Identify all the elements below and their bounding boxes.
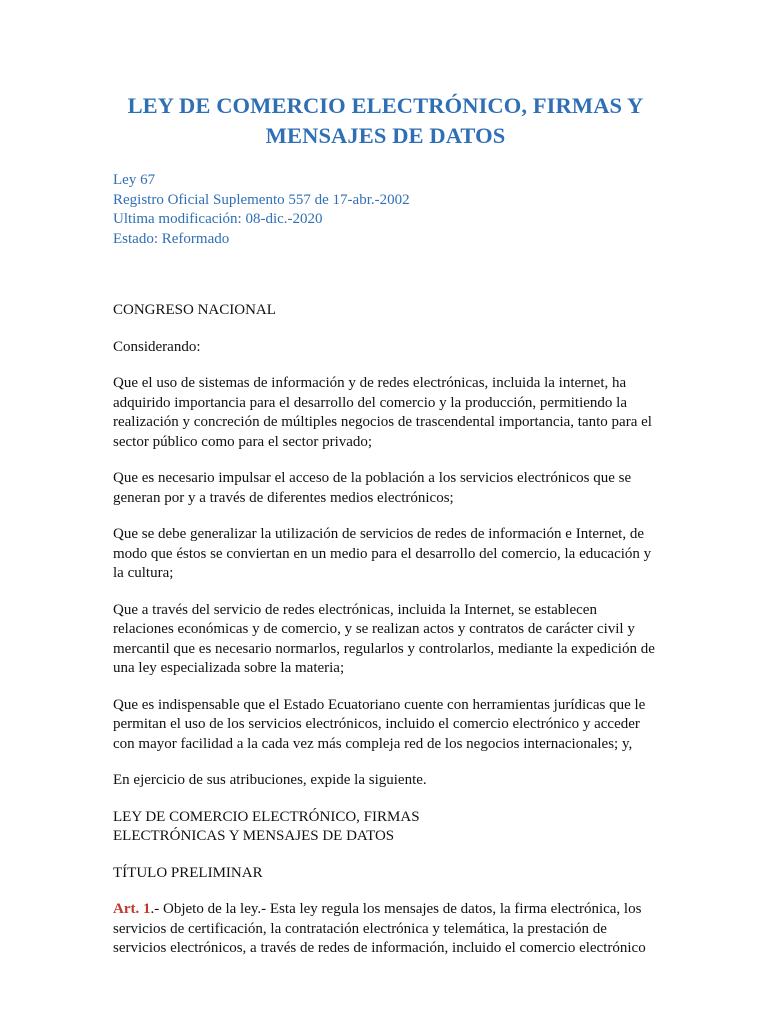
- meta-ley: Ley 67: [113, 172, 156, 188]
- congreso-heading: CONGRESO NACIONAL: [113, 302, 276, 318]
- meta-estado: Estado: Reformado: [113, 230, 230, 247]
- law-name: [113, 808, 658, 847]
- considerando-heading: Considerando:: [113, 338, 201, 355]
- document-title: [113, 91, 658, 151]
- titulo-preliminar: TÍTULO PRELIMINAR: [113, 864, 263, 881]
- article-1: [113, 900, 658, 959]
- law-name-line-1: LEY DE COMERCIO ELECTRÓNICO, FIRMAS: [113, 808, 420, 825]
- title-line-2: MENSAJES DE DATOS: [265, 123, 506, 148]
- considerando-paragraph: Que a través del servicio de redes electrónicas, incluida la Internet, se establecen relaciones económicas y de comercio, y se realizan actos y contratos de carácter civil y mercantil que es necesario normarlos, regularlos y controlarlos, mediante la expedición de una ley especializada sobre la materia;: [113, 601, 655, 676]
- document-metadata: [113, 171, 658, 249]
- meta-registro: Registro Oficial Suplemento 557 de 17-abr.-2002: [113, 191, 410, 208]
- title-line-1: LEY DE COMERCIO ELECTRÓNICO, FIRMAS Y: [127, 93, 644, 118]
- considerando-paragraph: Que es indispensable que el Estado Ecuatoriano cuente con herramientas jurídicas que le permitan el uso de los servicios electrónicos, incluido el comercio electrónico y acceder con mayor facilidad a la cada vez más compleja red de los negocios internacionales; y,: [113, 696, 646, 752]
- ejercicio-paragraph: En ejercicio de sus atribuciones, expide la siguiente.: [113, 772, 427, 788]
- considerando-paragraph: Que el uso de sistemas de información y de redes electrónicas, incluida la internet, ha adquirido importancia para el desarrollo del comercio y la producción, permitiendo la realización y concreción de múltiples negocios de trascendental importancia, tanto para el sector público como para el sector privado;: [113, 375, 652, 450]
- law-name-line-2: ELECTRÓNICAS Y MENSAJES DE DATOS: [113, 828, 395, 844]
- document-page: [113, 0, 658, 959]
- considerando-paragraph: Que es necesario impulsar el acceso de la población a los servicios electrónicos que se generan por y a través de diferentes medios electrónicos;: [113, 470, 632, 506]
- considerando-paragraph: Que se debe generalizar la utilización de servicios de redes de información e Internet, de modo que éstos se conviertan en un medio para el desarrollo del comercio, la educación y la cultura;: [113, 526, 652, 581]
- meta-modificacion: Ultima modificación: 08-dic.-2020: [113, 211, 323, 227]
- article-1-text: .- Objeto de la ley.- Esta ley regula los mensajes de datos, la firma electrónica, los servicios de certificación, la contratación electrónica y telemática, la prestación de servicios electrónicos, a través de redes de información, incluido el comercio electrónico: [113, 901, 646, 956]
- article-1-label: Art. 1: [113, 901, 151, 917]
